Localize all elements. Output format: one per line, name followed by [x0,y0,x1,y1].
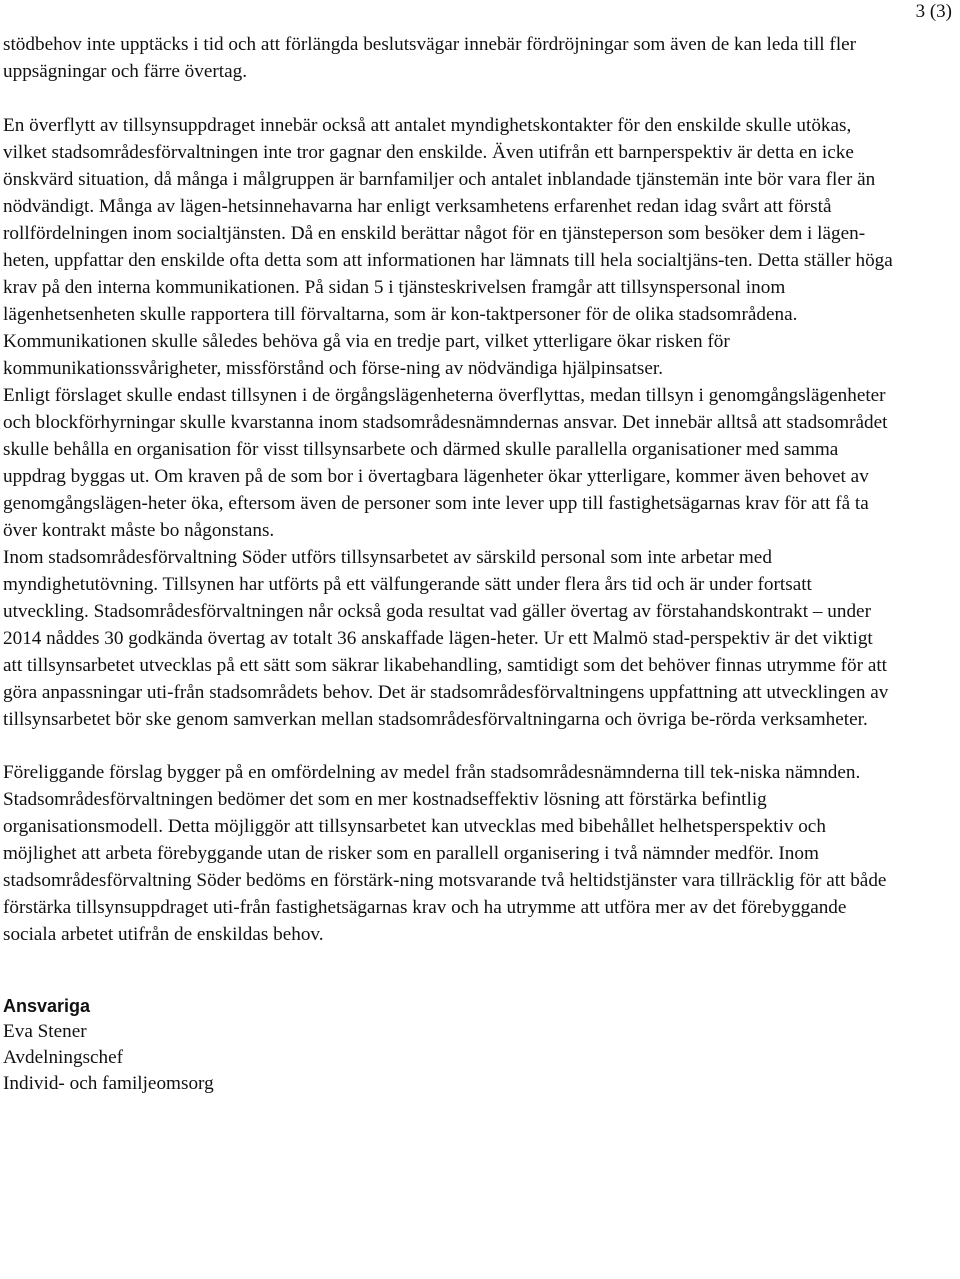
paragraph-supervision-transfer: En överflytt av tillsynsuppdraget innebär också att antalet myndighetskontakter för den enskilde skulle utökas, vilket stadsområdesförvaltningen inte tror gagnar den enskilde. Även utifrån ett barnperspektiv är detta en icke önskvärd situation, då många i målgruppen är barnfamiljer och antalet inblandade tjänstemän inte bör vara fler än nödvändigt. Många av lägen-hetsinnehavarna har enligt verksamhetens erfarenhet redan idag svårt att förstå rollfördelningen inom socialtjänsten. Då en enskild berättar något för en tjänsteperson som besöker dem i lägen-heten, uppfattar den enskilde ofta detta som att informationen har lämnats till hela socialtjäns-ten. Detta ställer höga krav på den interna kommunikationen. På sidan 5 i tjänsteskrivelsen framgår att tillsynspersonal inom lägenhetsenheten skulle rapportera till förvaltarna, som är kon-taktpersoner för de olika stadsområdena. Kommunikationen skulle således behöva gå via en tredje part, vilket ytterligare ökar risken för kommunikationssvårigheter, missförstånd och förse-ning av nödvändiga hjälpinsatser. [3,115,893,379]
paragraph-proposal-scope: Enligt förslaget skulle endast tillsynen i de örgångslägenheterna överflyttas, medan tillsyn i genomgångslägenheter och blockförhyrningar skulle kvarstanna inom stadsområdesnämndernas ansvar. Det innebär alltså att stadsområdet skulle behålla en organisation för visst tillsynsarbete och därmed skulle parallella organisationer med samma uppdrag byggas ut. Om kraven på de som bor i övertagbara lägenheter ökar ytterligare, kommer även behovet av genomgångslägen-heter öka, eftersom även de personer som inte lever upp till fastighetsägarnas krav för att få ta över kontrakt måste bo någonstans. [3,385,888,541]
paragraph-spacer [3,733,893,759]
paragraph-soder-practice: Inom stadsområdesförvaltning Söder utförs tillsynsarbetet av särskild personal som inte arbetar med myndighetutövning. Tillsynen har utförts på ett välfungerande sätt under flera års tid och är under fortsatt utveckling. Stadsområdesförvaltningen når också goda resultat vad gäller övertag av förstahandskontrakt – under 2014 nåddes 30 godkända övertag av totalt 36 anskaffade lägen-heter. Ur ett Malmö stad-perspektiv är det viktigt att tillsynsarbetet utvecklas på ett sätt som säkrar likabehandling, samtidigt som det behöver finnas utrymme för att göra anpassningar uti-från stadsområdets behov. Det är stadsområdesförvaltningens uppfattning att utvecklingen av tillsynsarbetet bör ske genom samverkan mellan stadsområdesförvaltningarna och övriga be-rörda verksamheter. [3,547,889,730]
signature-department: Individ- och familjeomsorg [3,1073,214,1094]
document-body [3,31,893,1097]
signature-name: Eva Stener [3,1021,87,1042]
paragraph-funding-proposal: Föreliggande förslag bygger på en omfördelning av medel från stadsområdesnämnderna till tek-niska nämnden. Stadsområdesförvaltningen bedömer det som en mer kostnadseffektiv lösning att förstärka befintlig organisationsmodell. Detta möjliggör att tillsynsarbetet kan utvecklas med bibehållet helhetsperspektiv och möjlighet att arbeta förebyggande utan de risker som en parallell organisering i två nämnder medför. Inom stadsområdesförvaltning Söder bedöms en förstärk-ning motsvarande två heltidstjänster vara tillräcklig för att både förstärka tillsynsuppdraget uti-från fastighetsägarnas krav och ha utrymme att utföra mer av det förebyggande sociala arbetet utifrån de enskildas behov. [3,762,887,945]
paragraph-intro-continuation: stödbehov inte upptäcks i tid och att förlängda beslutsvägar innebär fördröjningar som även de kan leda till fler uppsägningar och färre övertag. [3,34,857,82]
signature-block [3,993,893,1097]
page-number: 3 (3) [915,1,952,22]
signature-spacer [3,948,893,993]
signature-title: Avdelningschef [3,1047,124,1068]
signature-heading: Ansvariga [3,996,91,1016]
paragraph-spacer [3,85,893,112]
